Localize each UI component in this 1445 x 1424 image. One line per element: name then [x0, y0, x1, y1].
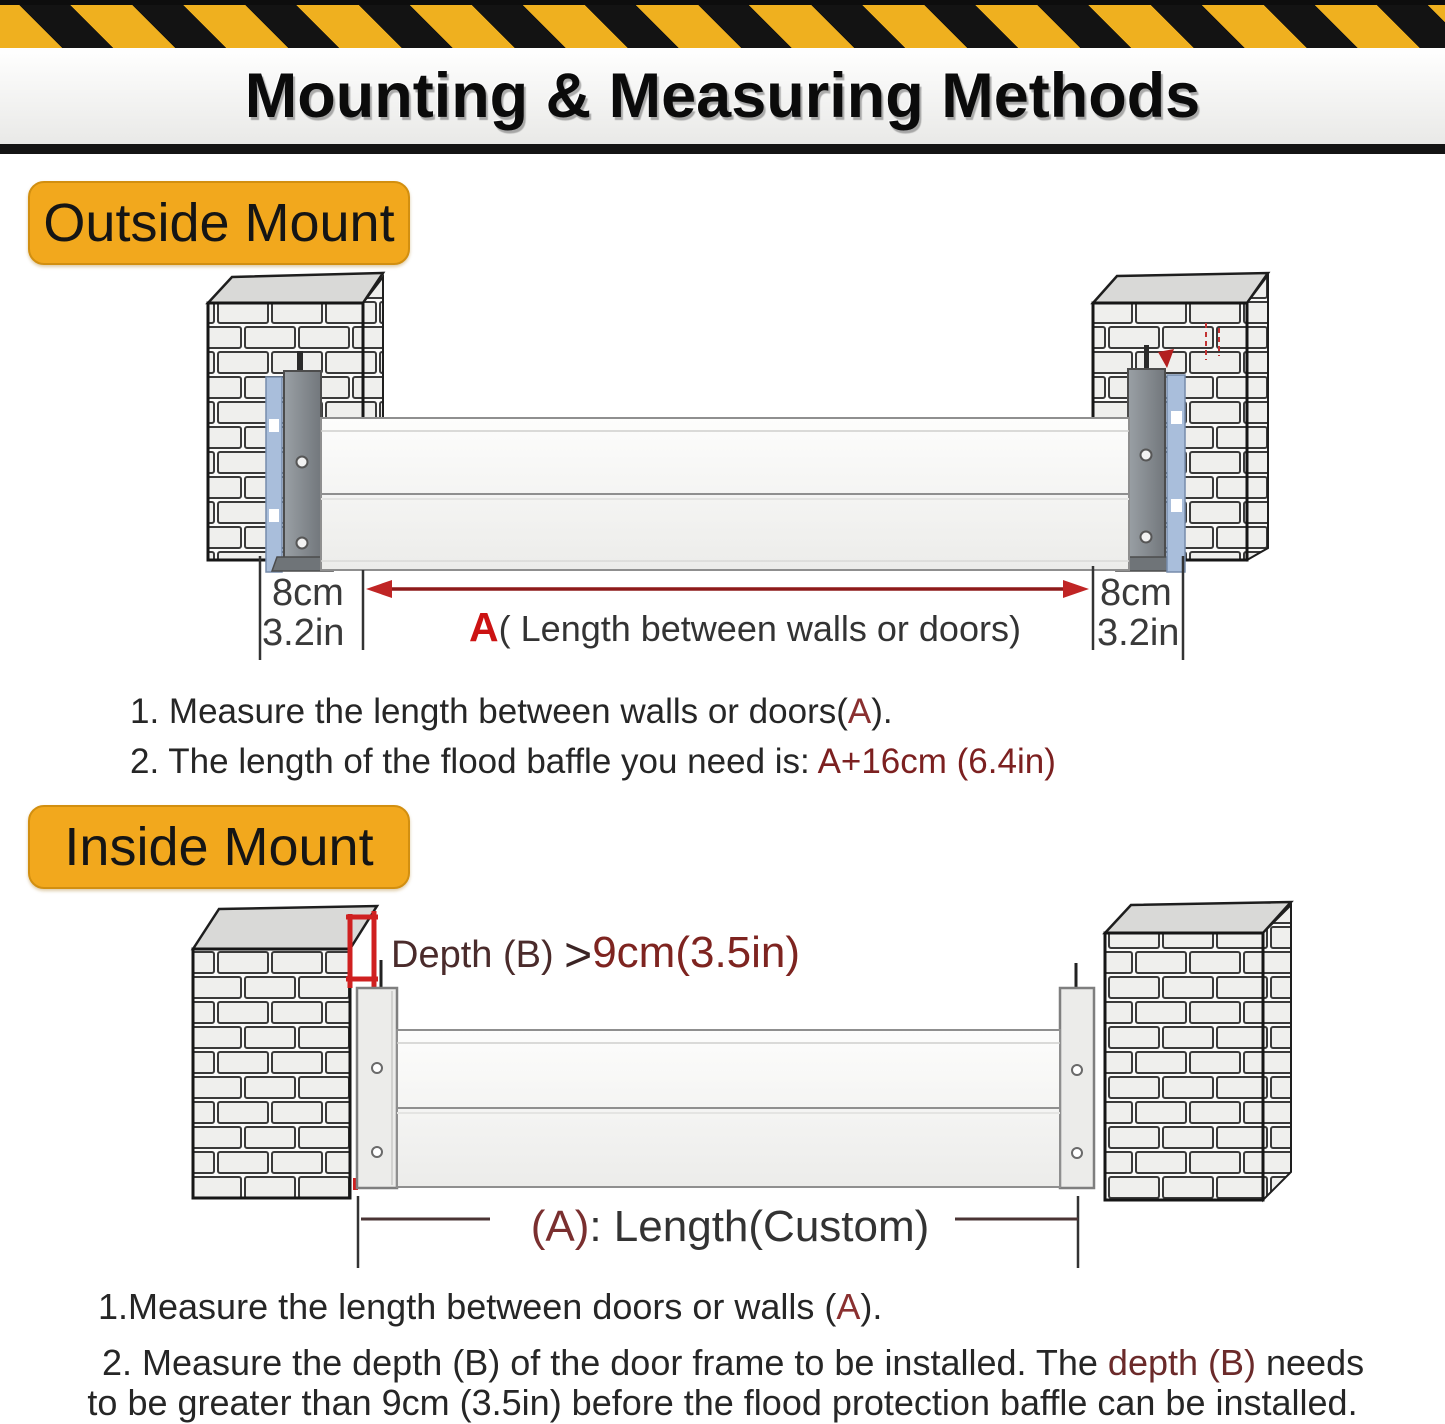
depth-label-text: Depth (B) — [391, 934, 565, 976]
outside-left-offset-cm: 8cm — [272, 572, 344, 614]
outside-step-1 — [130, 692, 893, 732]
outside-step-2-text: 2. The length of the flood baffle you need is: — [130, 742, 818, 781]
outside-step-1-text: 1. Measure the length between walls or doors( — [130, 692, 848, 731]
inside-step-1-text: 1.Measure the length between doors or walls ( — [98, 1286, 837, 1327]
inside-mount-badge-label: Inside Mount — [64, 817, 374, 877]
inside-step-2-highlight: depth (B) — [1107, 1342, 1256, 1383]
page-title: Mounting & Measuring Methods — [244, 61, 1201, 131]
outside-step-2 — [130, 742, 1056, 782]
inside-length-label — [495, 1202, 965, 1252]
inside-step-2-text: 2. Measure the depth (B) of the door frame to be installed. The — [102, 1342, 1108, 1383]
inside-step-2-line-2: to be greater than 9cm (3.5in) before the flood protection baffle can be installed. — [87, 1382, 1358, 1423]
outside-left-seal-strip — [266, 377, 282, 572]
inside-step-1-end: ). — [860, 1286, 883, 1327]
inside-right-channel — [1060, 963, 1094, 1188]
outside-right-offset-cm: 8cm — [1100, 572, 1172, 614]
outside-step-1-end: ). — [871, 692, 893, 731]
outside-right-seal-strip — [1167, 375, 1185, 572]
outside-flood-barrier — [321, 418, 1129, 570]
outside-mount-badge-label: Outside Mount — [43, 193, 395, 253]
inside-length-desc: : Length(Custom) — [589, 1202, 930, 1251]
greater-than-sign: > — [564, 929, 593, 982]
outside-span-desc: ( Length between walls or doors) — [498, 608, 1021, 649]
outside-right-offset-in: 3.2in — [1097, 612, 1180, 654]
outside-step-2-highlight: A+16cm (6.4in) — [817, 742, 1056, 781]
depth-label — [391, 928, 800, 983]
inside-flood-barrier — [397, 1030, 1060, 1187]
outside-span-label — [400, 604, 1090, 651]
inside-step-2-end: needs — [1256, 1342, 1365, 1383]
inside-right-pillar — [1105, 902, 1291, 1200]
outside-span-variable: A — [469, 604, 499, 650]
inside-step-1-highlight: A — [836, 1286, 861, 1327]
depth-value: 9cm(3.5in) — [592, 928, 801, 977]
inside-step-1 — [98, 1286, 882, 1328]
outside-left-offset-in: 3.2in — [262, 612, 345, 654]
inside-step-2-line-1 — [102, 1342, 1364, 1384]
inside-left-channel — [357, 960, 397, 1188]
inside-length-variable: (A) — [530, 1202, 590, 1251]
outside-step-1-highlight: A — [847, 692, 872, 731]
